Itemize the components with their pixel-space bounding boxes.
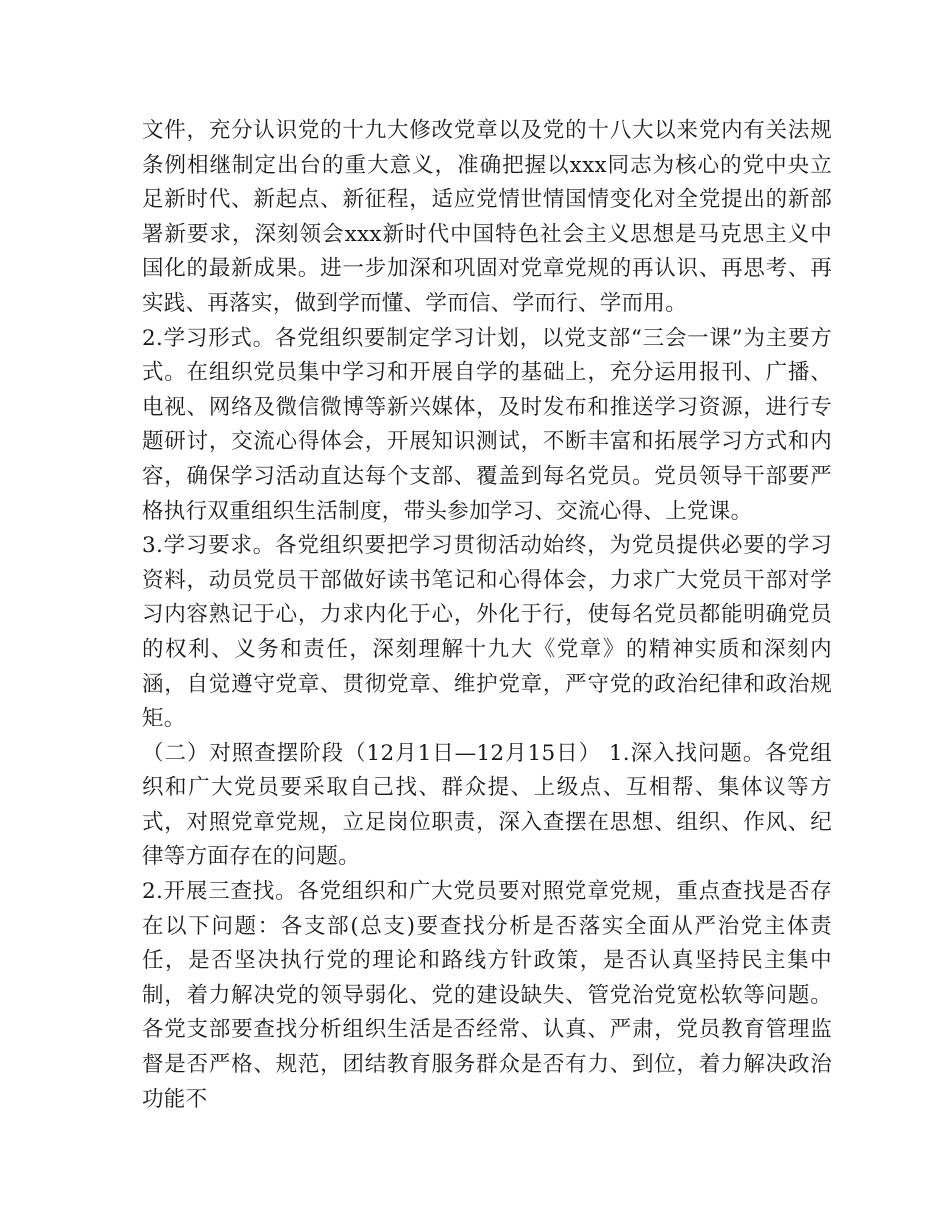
paragraph-three-checks: 2.开展三查找。各党组织和广大党员要对照党章党规，重点查找是否存在以下问题：各支部(总支)要查找分析是否落实全面从严治党主体责任，是否坚决执行党的理论和路线方针政策，是否认真坚持民主集中制，着力解决党的领导弱化、党的建设缺失、管党治党宽松软等问题。各党支部要查找分析组织生活是否经常、认真、严肃，党员教育管理监督是否严格、规范，团结教育服务群众是否有力、到位，着力解决政治功能不 [142,879,832,1112]
paragraph-study-content: 文件，充分认识党的十九大修改党章以及党的十八大以来党内有关法规条例相继制定出台的重大意义，准确把握以xxx同志为核心的党中央立足新时代、新起点、新征程，适应党情世情国情变化对全党提出的新部署新要求，深刻领会xxx新时代中国特色社会主义思想是马克思主义中国化的最新成果。进一步加深和巩固对党章党规的再认识、再思考、再实践、再落实，做到学而懂、学而信、学而行、学而用。 [142,118,832,316]
paragraph-self-examination-stage: （二）对照查摆阶段（12月1日—12月15日） 1.深入找问题。各党组织和广大党员要采取自己找、群众提、上级点、互相帮、集体议等方式，对照党章党规，立足岗位职责，深入查摆在思想、组织、作风、纪律等方面存在的问题。 [142,740,832,870]
paragraph-study-requirements: 3.学习要求。各党组织要把学习贯彻活动始终，为党员提供必要的学习资料，动员党员干部做好读书笔记和心得体会，力求广大党员干部对学习内容熟记于心，力求内化于心，外化于行，使每名党员都能明确党员的权利、义务和责任，深刻理解十九大《党章》的精神实质和深刻内涵，自觉遵守党章、贯彻党章、维护党章，严守党的政治纪律和政治规矩。 [142,533,832,732]
paragraph-study-form: 2.学习形式。各党组织要制定学习计划，以党支部“三会一课”为主要方式。在组织党员集中学习和开展自学的基础上，充分运用报刊、广播、电视、网络及微信微博等新兴媒体，及时发布和推送学习资源，进行专题研讨，交流心得体会，开展知识测试，不断丰富和拓展学习方式和内容，确保学习活动直达每个支部、覆盖到每名党员。党员领导干部要严格执行双重组织生活制度，带头参加学习、交流心得、上党课。 [142,325,832,524]
document-body [142,114,832,1117]
